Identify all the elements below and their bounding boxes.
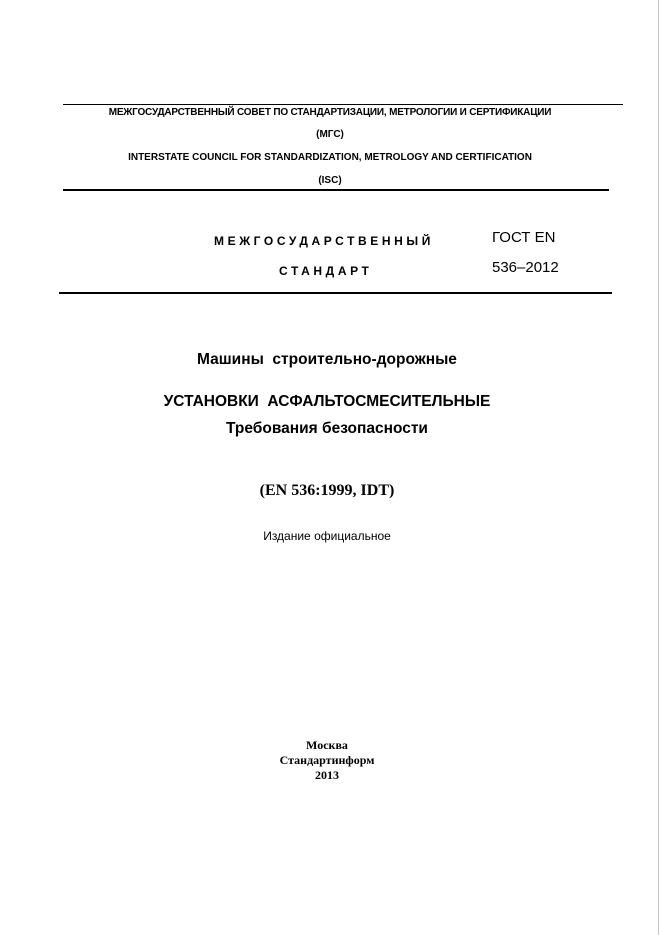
standard-type-line1: МЕЖГОСУДАРСТВЕННЫЙ xyxy=(214,234,434,248)
council-abbr-en: (ISC) xyxy=(318,175,342,186)
title-main: УСТАНОВКИ АСФАЛЬТОСМЕСИТЕЛЬНЫЕ xyxy=(163,393,491,410)
top-rule xyxy=(63,104,623,105)
title-sub: Требования безопасности xyxy=(226,420,428,437)
imprint-publisher: Стандартинформ xyxy=(279,753,375,767)
title-group: Машины строительно-дорожные xyxy=(197,351,457,368)
page-edge xyxy=(658,0,659,935)
imprint-city: Москва xyxy=(306,738,348,752)
standard-designation-line1: ГОСТ EN xyxy=(492,229,556,246)
edition-note: Издание официальное xyxy=(263,529,391,543)
header-rule xyxy=(63,189,609,191)
standard-type-line2: СТАНДАРТ xyxy=(279,264,373,278)
imprint-year: 2013 xyxy=(315,768,339,782)
council-name-ru: МЕЖГОСУДАРСТВЕННЫЙ СОВЕТ ПО СТАНДАРТИЗАЦИИ, МЕТРОЛОГИИ И СЕРТИФИКАЦИИ xyxy=(108,107,552,118)
designation-rule xyxy=(59,292,612,294)
standard-designation-line2: 536–2012 xyxy=(492,259,559,276)
council-abbr-ru: (МГС) xyxy=(316,129,344,140)
reference-standard: (EN 536:1999, IDT) xyxy=(259,482,395,499)
council-name-en: INTERSTATE COUNCIL FOR STANDARDIZATION, METROLOGY AND CERTIFICATION xyxy=(128,152,532,163)
